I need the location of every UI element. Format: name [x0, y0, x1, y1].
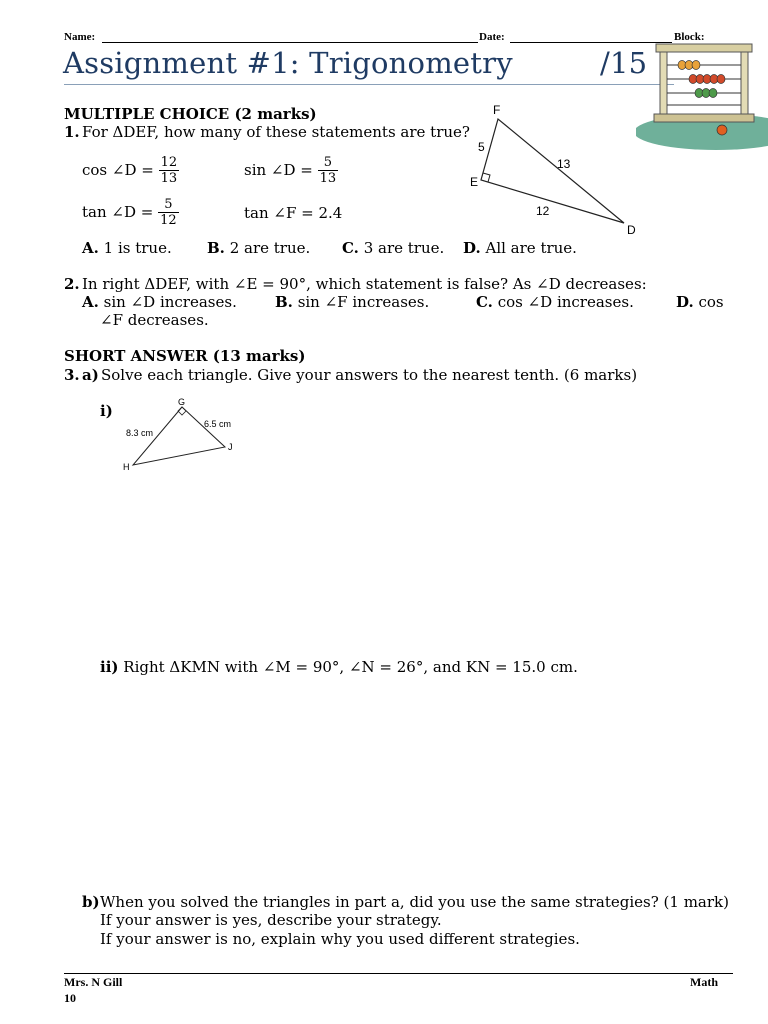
triangle-ghj-figure	[118, 394, 242, 476]
vertex-g: G	[178, 397, 186, 407]
name-label: Name:	[64, 31, 96, 43]
fraction-5-13: $\frac{5}{13}$	[319, 154, 337, 186]
q2-text: In right ΔDEF, with ∠E = 90°, which statement is false? As ∠D decreases:	[82, 275, 647, 293]
side-ed-label: 12	[536, 204, 550, 218]
footer-teacher: Mrs. N Gill	[64, 975, 123, 989]
page-title: Assignment #1: Trigonometry	[63, 46, 513, 80]
statement-tan-f: tan ∠F = 2.4	[244, 204, 343, 222]
q2-option-d-continued: ∠F decreases.	[100, 311, 209, 329]
fraction-5-12: $\frac{5}{12}$	[160, 196, 177, 228]
q1-option-c[interactable]: C. 3 are true.	[342, 239, 445, 257]
sa-heading: SHORT ANSWER (13 marks)	[64, 347, 306, 365]
q1-option-a[interactable]: A. 1 is true.	[82, 239, 172, 257]
q2-option-b[interactable]: B. sin ∠F increases.	[275, 293, 430, 311]
side-gh-label: 8.3 cm	[126, 428, 154, 438]
side-ef-label: 5	[478, 140, 485, 154]
mc-heading: MULTIPLE CHOICE (2 marks)	[64, 105, 317, 123]
vertex-j: J	[228, 442, 233, 452]
q2-option-a[interactable]: A. sin ∠D increases.	[82, 293, 237, 311]
q3b-line-2: If your answer is yes, describe your strategy.	[100, 911, 442, 929]
q2-option-c[interactable]: C. cos ∠D increases.	[476, 293, 634, 311]
title-rule	[64, 84, 674, 85]
vertex-h: H	[123, 462, 130, 472]
q3b-line-3: If your answer is no, explain why you used different strategies.	[100, 930, 580, 948]
q3b-label: b)	[82, 893, 100, 911]
statement-cos-d: cos ∠D = $\frac{12}{13}$	[82, 154, 178, 186]
vertex-f: F	[493, 103, 501, 117]
footer-grade: 10	[64, 991, 76, 1005]
footer-subject: Math	[690, 975, 718, 989]
q3a-label: a)	[82, 366, 99, 384]
q2-number: 2.	[64, 275, 80, 293]
part-i-label: i)	[100, 402, 113, 420]
side-gj-label: 6.5 cm	[204, 419, 232, 429]
statement-tan-d: tan ∠D = $\frac{5}{12}$	[82, 196, 177, 228]
side-fd-label: 13	[557, 157, 571, 171]
statement-sin-d: sin ∠D = $\frac{5}{13}$	[244, 154, 337, 186]
q1-text: For ΔDEF, how many of these statements are true?	[82, 123, 470, 141]
footer-rule	[64, 973, 733, 974]
date-label: Date:	[479, 31, 505, 43]
triangle-def	[481, 119, 624, 223]
q3-number: 3.	[64, 366, 80, 384]
triangle-def-figure	[466, 100, 646, 240]
q1-option-b[interactable]: B. 2 are true.	[207, 239, 311, 257]
vertex-e: E	[470, 175, 479, 189]
q2-option-d[interactable]: D. cos	[676, 293, 724, 311]
total-marks: /15	[600, 46, 648, 80]
q1-option-d[interactable]: D. All are true.	[463, 239, 577, 257]
q1-number: 1.	[64, 123, 80, 141]
block-label: Block:	[674, 31, 705, 43]
name-blank	[102, 42, 478, 43]
q3b-line-1: When you solved the triangles in part a, did you use the same strategies? (1 mark)	[100, 893, 729, 911]
q3a-text: Solve each triangle. Give your answers to the nearest tenth. (6 marks)	[101, 366, 638, 384]
vertex-d: D	[627, 223, 636, 237]
fraction-12-13: $\frac{12}{13}$	[160, 154, 178, 186]
part-ii: ii) Right ΔKMN with ∠M = 90°, ∠N = 26°, and KN = 15.0 cm.	[100, 658, 578, 676]
abacus-icon	[636, 38, 768, 154]
